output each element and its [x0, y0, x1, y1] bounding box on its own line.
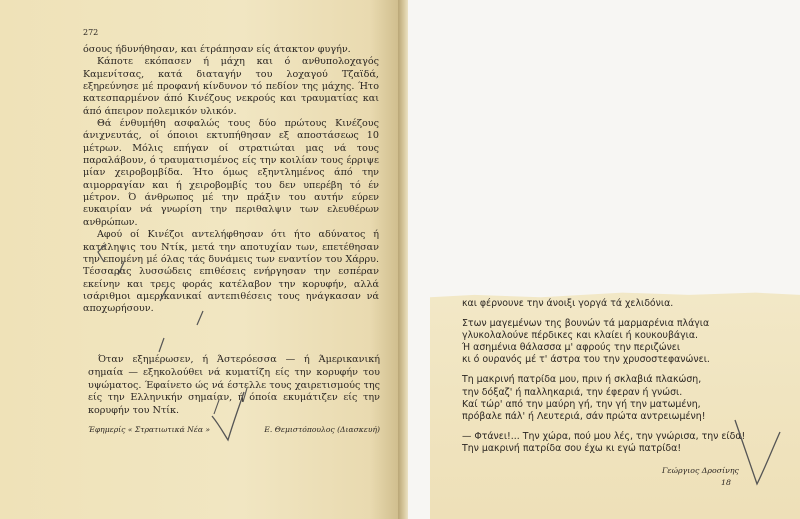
poem-line: Τη μακρινή πατρίδα μου, πριν ή σκλαβιά πλακώση, — [462, 374, 702, 386]
paragraph: όσους ήδυνήθησαν, και έτράπησαν είς άτακτον φυγήν. — [83, 44, 351, 55]
poem-line: — Φτάνει!... Την χώρα, πού μου λές, την γνώρισα, την είδα! — [462, 430, 746, 442]
poem-line: Καί τώρ' από την μαύρη γή, την γή την ματωμένη, — [462, 398, 701, 410]
pencil-slash-mark — [197, 311, 203, 325]
poem-line: Ή ασημένια θάλασσα μ' αφρούς την περιζώνει — [462, 342, 681, 354]
poem-line: πρόβαλε πάλ' ή Λευτεριά, σάν πρώτα αντρειωμένη! — [462, 410, 706, 422]
poem-line: Στων μαγεμένων της βουνών τά μαρμαρένια πλάγια — [462, 318, 710, 330]
pencil-slash-mark — [160, 286, 168, 301]
pencil-bracket-mark — [98, 244, 106, 262]
pencil-slash-mark — [118, 262, 124, 275]
poem-line: Την μακρινή πατρίδα σου έχω κι εγώ πατρίδα! — [462, 442, 682, 454]
paragraph: Θά ένθυμήθη ασφαλώς τους δύο πρώτους Κινέζους άνιχνευτάς, οί όποιοι εκτυπήθησαν εξ αποστάσεως 10 μέτρων. Μόλις επήγαν οί στρατιώται μας νά τους παραλάβουν, ό τραυματισμένος είς την κοιλίαν τους έρριψε μίαν χειροβομβίδα. Ήτο όμως εξηντλημένος άπό την αιμορραγίαν και ή χειροβομβίς του δεν υπερέβη τό έν μέτρον. Ό άνθρωπος μέ την πράξιν του αυτήν εύρεν ευκαιρίαν νά γνωρίση την περιθαλψιν των ελευθέρων ανθρώπων. — [83, 118, 379, 228]
closing-paragraph: Όταν εξημέρωσεν, ή Άστερόεσσα — ή Άμερικανική σημαία — εξηκολούθει νά κυματίζη είς την κορυφήν του υψώματος. Έφαίνετο ώς νά έστελλε τους χαιρετισμούς της είς την Ελληνικήν σημαίαν, ή όποία εκυμάτιζεν είς την κορυφήν του Ντίκ. — [88, 354, 380, 417]
poem-line: την δόξαζ' ή παλληκαριά, την έφεραν ή γνώσι. — [462, 386, 683, 398]
pencil-check-mark — [735, 420, 780, 484]
poem-line: γλυκολαλούνε πέρδικες και κλαίει ή κουκουβάγια. — [462, 330, 698, 342]
poem-line: κι ό ουρανός μέ τ' άστρα του την χρυσοστεφανώνει. — [462, 354, 710, 366]
pencil-slash-mark — [159, 338, 164, 352]
pencil-check-mark — [212, 392, 244, 440]
source-author: Ε. Θεμιστόπουλος (Διασκευή) — [264, 425, 380, 434]
paragraph: Κάποτε εκόπασεν ή μάχη και ό ανθυπολοχαγός Καμενίτσας, κατά διαταγήν του λοχαγού Τζαϊδά, εξηρεύνησε μέ προφανή κίνδυνον τό πεδίον της μάχης. Ήτο κατεσπαρμένον άπό Κινέζους νεκρούς και τραυματίας και άπό άπειρον πολεμικόν υλικόν. — [83, 56, 379, 117]
paragraph: Αφού οί Κινέζοι αντελήφθησαν ότι ήτο αδύνατος ή κατάληψις του Ντίκ, μετά την αποτυχίαν των, επετέθησαν την επομένη μέ όλας τάς δυνάμεις των εναντίον του Χάρρυ. Τέσσαρας λυσσώδεις επιθέσεις ενήργησαν την εσπέραν εκείνην και τρεις φοράς κατέλαβον την κορυφήν, αλλά ισάριθμοι αμερικανικαί αντεπιθέσεις τους ηνάγκασαν νά αποχωρήσουν. — [83, 229, 379, 315]
page-number-right: 18 — [721, 478, 731, 487]
poem-line: και φέρνουνε την άνοιξι γοργά τά χελιδόνια. — [462, 298, 674, 309]
pencil-slash-mark — [214, 400, 219, 414]
source-newspaper: Έφημερίς « Στρατιωτικά Νέα » — [88, 425, 211, 434]
page-number-left: 272 — [83, 28, 99, 37]
poem-author: Γεώργιος Δροσίνης — [662, 466, 739, 475]
